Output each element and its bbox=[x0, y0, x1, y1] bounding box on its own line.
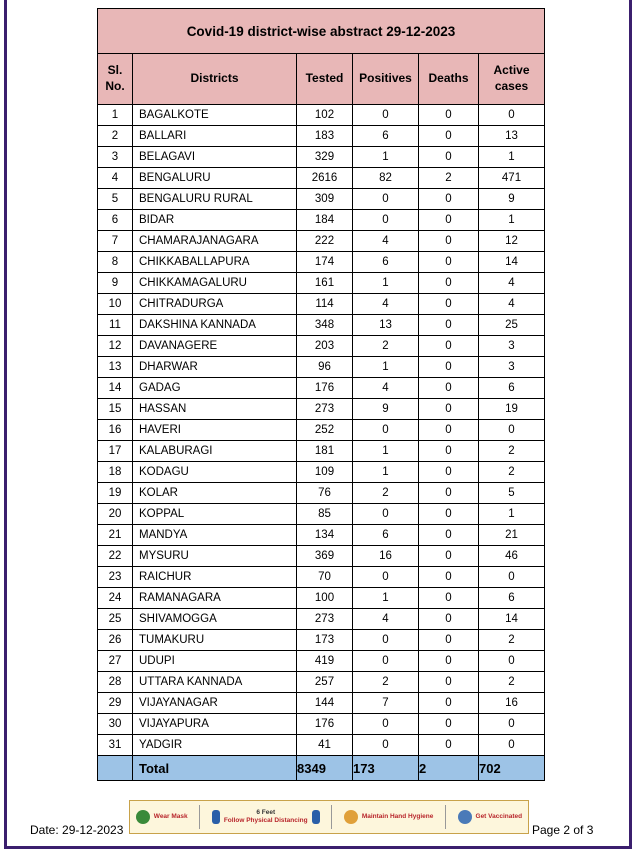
row-positives: 4 bbox=[353, 609, 419, 630]
row-district: YADGIR bbox=[133, 735, 297, 756]
row-positives: 0 bbox=[353, 105, 419, 126]
district-abstract-table bbox=[97, 8, 545, 781]
table-row bbox=[98, 357, 545, 378]
table-row bbox=[98, 651, 545, 672]
row-district: UTTARA KANNADA bbox=[133, 672, 297, 693]
row-deaths: 0 bbox=[419, 546, 479, 567]
row-sl-no: 13 bbox=[98, 357, 133, 378]
total-row bbox=[98, 756, 545, 781]
row-tested: 161 bbox=[297, 273, 353, 294]
row-tested: 183 bbox=[297, 126, 353, 147]
row-sl-no: 3 bbox=[98, 147, 133, 168]
row-tested: 257 bbox=[297, 672, 353, 693]
row-active: 9 bbox=[479, 189, 545, 210]
row-tested: 203 bbox=[297, 336, 353, 357]
table-row bbox=[98, 693, 545, 714]
row-sl-no: 25 bbox=[98, 609, 133, 630]
row-deaths: 0 bbox=[419, 378, 479, 399]
row-tested: 96 bbox=[297, 357, 353, 378]
banner-vaccine-text: Get Vaccinated bbox=[475, 813, 523, 821]
row-positives: 0 bbox=[353, 420, 419, 441]
table-row bbox=[98, 525, 545, 546]
table-row bbox=[98, 315, 545, 336]
row-district: KALABURAGI bbox=[133, 441, 297, 462]
row-active: 3 bbox=[479, 336, 545, 357]
row-deaths: 0 bbox=[419, 672, 479, 693]
row-district: HAVERI bbox=[133, 420, 297, 441]
header-districts: Districts bbox=[133, 54, 297, 105]
row-tested: 100 bbox=[297, 588, 353, 609]
row-district: BIDAR bbox=[133, 210, 297, 231]
table-row bbox=[98, 252, 545, 273]
row-positives: 1 bbox=[353, 441, 419, 462]
row-sl-no: 27 bbox=[98, 651, 133, 672]
header-sl-no: Sl. No. bbox=[98, 54, 133, 105]
row-active: 14 bbox=[479, 252, 545, 273]
row-positives: 9 bbox=[353, 399, 419, 420]
row-sl-no: 14 bbox=[98, 378, 133, 399]
total-label: Total bbox=[133, 756, 297, 781]
row-sl-no: 28 bbox=[98, 672, 133, 693]
row-district: BENGALURU bbox=[133, 168, 297, 189]
row-deaths: 0 bbox=[419, 483, 479, 504]
row-district: BELAGAVI bbox=[133, 147, 297, 168]
row-district: GADAG bbox=[133, 378, 297, 399]
header-active-cases: Active cases bbox=[479, 54, 545, 105]
row-district: CHITRADURGA bbox=[133, 294, 297, 315]
row-district: BALLARI bbox=[133, 126, 297, 147]
row-district: BAGALKOTE bbox=[133, 105, 297, 126]
row-district: UDUPI bbox=[133, 651, 297, 672]
row-district: KODAGU bbox=[133, 462, 297, 483]
row-district: KOLAR bbox=[133, 483, 297, 504]
row-sl-no: 29 bbox=[98, 693, 133, 714]
banner-distance-text: Follow Physical Distancing bbox=[223, 817, 308, 824]
row-sl-no: 9 bbox=[98, 273, 133, 294]
row-district: HASSAN bbox=[133, 399, 297, 420]
row-sl-no: 11 bbox=[98, 315, 133, 336]
row-deaths: 0 bbox=[419, 189, 479, 210]
row-tested: 134 bbox=[297, 525, 353, 546]
row-tested: 70 bbox=[297, 567, 353, 588]
row-positives: 13 bbox=[353, 315, 419, 336]
row-district: VIJAYAPURA bbox=[133, 714, 297, 735]
row-sl-no: 8 bbox=[98, 252, 133, 273]
row-active: 13 bbox=[479, 126, 545, 147]
table-row bbox=[98, 399, 545, 420]
table-row bbox=[98, 168, 545, 189]
row-active: 19 bbox=[479, 399, 545, 420]
row-active: 471 bbox=[479, 168, 545, 189]
footer-page-number: Page 2 of 3 bbox=[532, 823, 594, 837]
row-sl-no: 20 bbox=[98, 504, 133, 525]
row-active: 21 bbox=[479, 525, 545, 546]
row-tested: 252 bbox=[297, 420, 353, 441]
footer-date: Date: 29-12-2023 bbox=[30, 823, 124, 837]
row-district: BENGALURU RURAL bbox=[133, 189, 297, 210]
total-deaths: 2 bbox=[419, 756, 479, 781]
banner-distance bbox=[212, 809, 320, 825]
row-positives: 4 bbox=[353, 231, 419, 252]
row-deaths: 0 bbox=[419, 336, 479, 357]
table-row bbox=[98, 609, 545, 630]
row-district: DAKSHINA KANNADA bbox=[133, 315, 297, 336]
table-row bbox=[98, 378, 545, 399]
banner-hygiene bbox=[344, 810, 434, 824]
row-district: CHIKKAMAGALURU bbox=[133, 273, 297, 294]
row-sl-no: 19 bbox=[98, 483, 133, 504]
row-active: 0 bbox=[479, 420, 545, 441]
row-sl-no: 26 bbox=[98, 630, 133, 651]
table-row bbox=[98, 105, 545, 126]
table-row bbox=[98, 147, 545, 168]
row-tested: 184 bbox=[297, 210, 353, 231]
row-positives: 0 bbox=[353, 651, 419, 672]
row-active: 4 bbox=[479, 294, 545, 315]
table-row bbox=[98, 336, 545, 357]
row-sl-no: 15 bbox=[98, 399, 133, 420]
row-deaths: 0 bbox=[419, 441, 479, 462]
row-active: 0 bbox=[479, 651, 545, 672]
row-sl-no: 17 bbox=[98, 441, 133, 462]
row-district: MYSURU bbox=[133, 546, 297, 567]
row-district: TUMAKURU bbox=[133, 630, 297, 651]
row-deaths: 0 bbox=[419, 126, 479, 147]
row-district: DAVANAGERE bbox=[133, 336, 297, 357]
total-sl-cell bbox=[98, 756, 133, 781]
row-positives: 1 bbox=[353, 147, 419, 168]
person-icon bbox=[212, 810, 220, 824]
row-positives: 0 bbox=[353, 735, 419, 756]
vaccine-icon bbox=[458, 810, 472, 824]
row-sl-no: 6 bbox=[98, 210, 133, 231]
row-tested: 109 bbox=[297, 462, 353, 483]
row-positives: 4 bbox=[353, 294, 419, 315]
banner-divider bbox=[445, 805, 446, 829]
row-deaths: 0 bbox=[419, 567, 479, 588]
table-row bbox=[98, 567, 545, 588]
header-tested: Tested bbox=[297, 54, 353, 105]
row-tested: 174 bbox=[297, 252, 353, 273]
row-positives: 1 bbox=[353, 273, 419, 294]
row-tested: 222 bbox=[297, 231, 353, 252]
row-sl-no: 16 bbox=[98, 420, 133, 441]
table-row bbox=[98, 504, 545, 525]
row-sl-no: 2 bbox=[98, 126, 133, 147]
row-tested: 419 bbox=[297, 651, 353, 672]
row-positives: 2 bbox=[353, 336, 419, 357]
table-body bbox=[98, 105, 545, 756]
row-district: SHIVAMOGGA bbox=[133, 609, 297, 630]
row-sl-no: 7 bbox=[98, 231, 133, 252]
row-positives: 4 bbox=[353, 378, 419, 399]
banner-vaccine bbox=[458, 810, 523, 824]
table-row bbox=[98, 714, 545, 735]
abstract-table-container bbox=[97, 8, 544, 781]
row-active: 6 bbox=[479, 588, 545, 609]
covid-appropriate-behaviour-banner bbox=[129, 800, 529, 834]
row-deaths: 0 bbox=[419, 231, 479, 252]
table-row bbox=[98, 483, 545, 504]
total-active: 702 bbox=[479, 756, 545, 781]
row-positives: 7 bbox=[353, 693, 419, 714]
header-deaths: Deaths bbox=[419, 54, 479, 105]
row-tested: 273 bbox=[297, 609, 353, 630]
row-deaths: 2 bbox=[419, 168, 479, 189]
row-active: 2 bbox=[479, 462, 545, 483]
row-tested: 369 bbox=[297, 546, 353, 567]
row-deaths: 0 bbox=[419, 147, 479, 168]
row-district: CHIKKABALLAPURA bbox=[133, 252, 297, 273]
row-active: 5 bbox=[479, 483, 545, 504]
row-deaths: 0 bbox=[419, 651, 479, 672]
banner-hygiene-text: Maintain Hand Hygiene bbox=[361, 813, 434, 821]
row-positives: 2 bbox=[353, 483, 419, 504]
row-positives: 6 bbox=[353, 525, 419, 546]
row-tested: 176 bbox=[297, 714, 353, 735]
row-district: KOPPAL bbox=[133, 504, 297, 525]
row-active: 2 bbox=[479, 672, 545, 693]
row-active: 0 bbox=[479, 105, 545, 126]
table-row bbox=[98, 126, 545, 147]
row-deaths: 0 bbox=[419, 693, 479, 714]
row-deaths: 0 bbox=[419, 294, 479, 315]
row-active: 4 bbox=[479, 273, 545, 294]
table-row bbox=[98, 294, 545, 315]
row-positives: 6 bbox=[353, 126, 419, 147]
row-sl-no: 1 bbox=[98, 105, 133, 126]
row-sl-no: 10 bbox=[98, 294, 133, 315]
table-row bbox=[98, 231, 545, 252]
row-active: 25 bbox=[479, 315, 545, 336]
table-row bbox=[98, 189, 545, 210]
table-row bbox=[98, 420, 545, 441]
banner-mask bbox=[136, 810, 188, 824]
table-row bbox=[98, 441, 545, 462]
table-row bbox=[98, 735, 545, 756]
row-positives: 1 bbox=[353, 357, 419, 378]
row-tested: 76 bbox=[297, 483, 353, 504]
table-title: Covid-19 district-wise abstract 29-12-2023 bbox=[98, 9, 545, 54]
row-deaths: 0 bbox=[419, 357, 479, 378]
row-tested: 348 bbox=[297, 315, 353, 336]
row-active: 1 bbox=[479, 147, 545, 168]
person-icon bbox=[312, 810, 320, 824]
row-positives: 2 bbox=[353, 672, 419, 693]
row-deaths: 0 bbox=[419, 210, 479, 231]
row-deaths: 0 bbox=[419, 399, 479, 420]
row-active: 0 bbox=[479, 735, 545, 756]
row-deaths: 0 bbox=[419, 735, 479, 756]
row-active: 1 bbox=[479, 504, 545, 525]
row-deaths: 0 bbox=[419, 462, 479, 483]
row-active: 14 bbox=[479, 609, 545, 630]
row-sl-no: 31 bbox=[98, 735, 133, 756]
row-deaths: 0 bbox=[419, 630, 479, 651]
row-active: 12 bbox=[479, 231, 545, 252]
hand-wash-icon bbox=[344, 810, 358, 824]
banner-divider bbox=[331, 805, 332, 829]
row-district: MANDYA bbox=[133, 525, 297, 546]
table-row bbox=[98, 672, 545, 693]
row-positives: 0 bbox=[353, 189, 419, 210]
row-district: DHARWAR bbox=[133, 357, 297, 378]
row-tested: 41 bbox=[297, 735, 353, 756]
row-sl-no: 22 bbox=[98, 546, 133, 567]
row-sl-no: 30 bbox=[98, 714, 133, 735]
row-deaths: 0 bbox=[419, 273, 479, 294]
row-deaths: 0 bbox=[419, 105, 479, 126]
row-tested: 85 bbox=[297, 504, 353, 525]
row-deaths: 0 bbox=[419, 525, 479, 546]
row-positives: 1 bbox=[353, 588, 419, 609]
row-deaths: 0 bbox=[419, 315, 479, 336]
row-sl-no: 21 bbox=[98, 525, 133, 546]
row-sl-no: 24 bbox=[98, 588, 133, 609]
row-district: VIJAYANAGAR bbox=[133, 693, 297, 714]
row-positives: 0 bbox=[353, 714, 419, 735]
table-row bbox=[98, 273, 545, 294]
banner-mask-text: Wear Mask bbox=[153, 813, 188, 821]
row-tested: 181 bbox=[297, 441, 353, 462]
row-deaths: 0 bbox=[419, 504, 479, 525]
row-district: RAICHUR bbox=[133, 567, 297, 588]
row-tested: 273 bbox=[297, 399, 353, 420]
row-active: 0 bbox=[479, 714, 545, 735]
row-positives: 1 bbox=[353, 462, 419, 483]
row-deaths: 0 bbox=[419, 252, 479, 273]
row-active: 1 bbox=[479, 210, 545, 231]
row-sl-no: 5 bbox=[98, 189, 133, 210]
row-deaths: 0 bbox=[419, 420, 479, 441]
row-tested: 176 bbox=[297, 378, 353, 399]
table-row bbox=[98, 546, 545, 567]
header-positives: Positives bbox=[353, 54, 419, 105]
row-active: 2 bbox=[479, 630, 545, 651]
row-tested: 309 bbox=[297, 189, 353, 210]
row-active: 3 bbox=[479, 357, 545, 378]
row-active: 0 bbox=[479, 567, 545, 588]
row-sl-no: 23 bbox=[98, 567, 133, 588]
row-sl-no: 12 bbox=[98, 336, 133, 357]
table-row bbox=[98, 588, 545, 609]
row-active: 6 bbox=[479, 378, 545, 399]
row-active: 2 bbox=[479, 441, 545, 462]
row-deaths: 0 bbox=[419, 588, 479, 609]
row-positives: 0 bbox=[353, 504, 419, 525]
row-tested: 102 bbox=[297, 105, 353, 126]
row-tested: 173 bbox=[297, 630, 353, 651]
row-deaths: 0 bbox=[419, 714, 479, 735]
row-positives: 6 bbox=[353, 252, 419, 273]
row-district: RAMANAGARA bbox=[133, 588, 297, 609]
banner-divider bbox=[199, 805, 200, 829]
banner-distance-feet: 6 Feet bbox=[256, 809, 276, 817]
row-district: CHAMARAJANAGARA bbox=[133, 231, 297, 252]
row-positives: 82 bbox=[353, 168, 419, 189]
row-sl-no: 18 bbox=[98, 462, 133, 483]
row-active: 46 bbox=[479, 546, 545, 567]
total-tested: 8349 bbox=[297, 756, 353, 781]
row-tested: 329 bbox=[297, 147, 353, 168]
row-sl-no: 4 bbox=[98, 168, 133, 189]
row-deaths: 0 bbox=[419, 609, 479, 630]
table-row bbox=[98, 210, 545, 231]
row-positives: 0 bbox=[353, 210, 419, 231]
total-positives: 173 bbox=[353, 756, 419, 781]
row-positives: 16 bbox=[353, 546, 419, 567]
row-tested: 114 bbox=[297, 294, 353, 315]
mask-icon bbox=[136, 810, 150, 824]
row-positives: 0 bbox=[353, 630, 419, 651]
table-row bbox=[98, 462, 545, 483]
table-row bbox=[98, 630, 545, 651]
row-tested: 2616 bbox=[297, 168, 353, 189]
row-active: 16 bbox=[479, 693, 545, 714]
row-tested: 144 bbox=[297, 693, 353, 714]
row-positives: 0 bbox=[353, 567, 419, 588]
